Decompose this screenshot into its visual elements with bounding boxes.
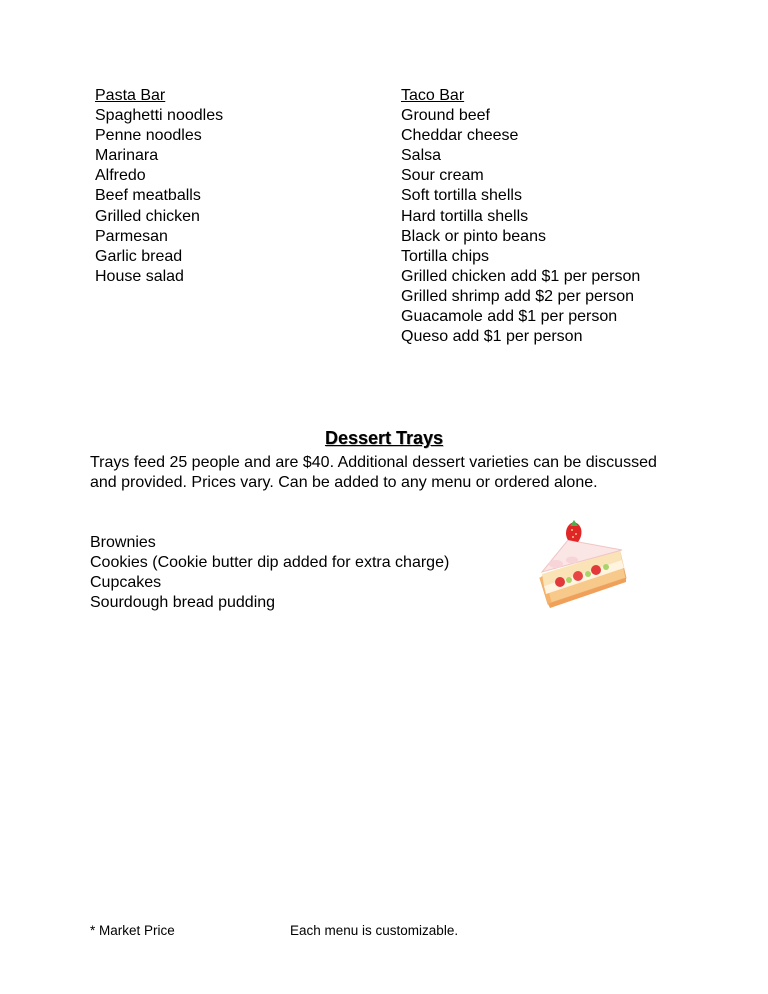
dessert-trays-title: Dessert Trays (324, 428, 444, 448)
taco-item: Cheddar cheese (401, 127, 519, 145)
pasta-item: House salad (95, 267, 184, 285)
taco-item: Soft tortilla shells (401, 187, 522, 205)
taco-item: Sour cream (401, 167, 484, 185)
pasta-item: Grilled chicken (95, 207, 200, 225)
pasta-item: Alfredo (95, 167, 146, 185)
taco-item: Grilled shrimp add $2 per person (401, 287, 635, 305)
dessert-item: Sourdough bread pudding (90, 594, 276, 612)
taco-bar-column (401, 86, 741, 347)
pasta-item: Marinara (95, 147, 159, 165)
taco-item: Salsa (401, 147, 442, 165)
market-price-note: * Market Price (90, 923, 175, 938)
customizable-note: Each menu is customizable. (290, 923, 459, 938)
pasta-bar-column (95, 86, 355, 287)
pasta-item: Penne noodles (95, 127, 202, 145)
taco-item: Tortilla chips (401, 247, 490, 265)
pasta-item: Garlic bread (95, 247, 183, 265)
taco-item: Queso add $1 per person (401, 328, 583, 346)
dessert-description: Trays feed 25 people and are $40. Additional dessert varieties can be discussed and provided. Prices vary. Can be added to any menu or ordered alone. (90, 454, 657, 491)
pasta-item: Parmesan (95, 227, 168, 245)
taco-item: Grilled chicken add $1 per person (401, 267, 641, 285)
pasta-item: Beef meatballs (95, 187, 201, 205)
taco-item: Guacamole add $1 per person (401, 308, 618, 326)
taco-item: Hard tortilla shells (401, 207, 529, 225)
taco-item: Black or pinto beans (401, 227, 546, 245)
dessert-item: Brownies (90, 534, 156, 551)
taco-item: Ground beef (401, 107, 490, 125)
dessert-item: Cupcakes (90, 574, 162, 592)
pasta-item: Spaghetti noodles (95, 107, 224, 125)
dessert-list (90, 533, 530, 613)
pasta-bar-heading: Pasta Bar (95, 87, 166, 104)
dessert-item: Cookies (Cookie butter dip added for extra charge) (90, 554, 450, 572)
taco-bar-heading: Taco Bar (401, 87, 465, 104)
strawberry-cake-icon (528, 516, 636, 616)
